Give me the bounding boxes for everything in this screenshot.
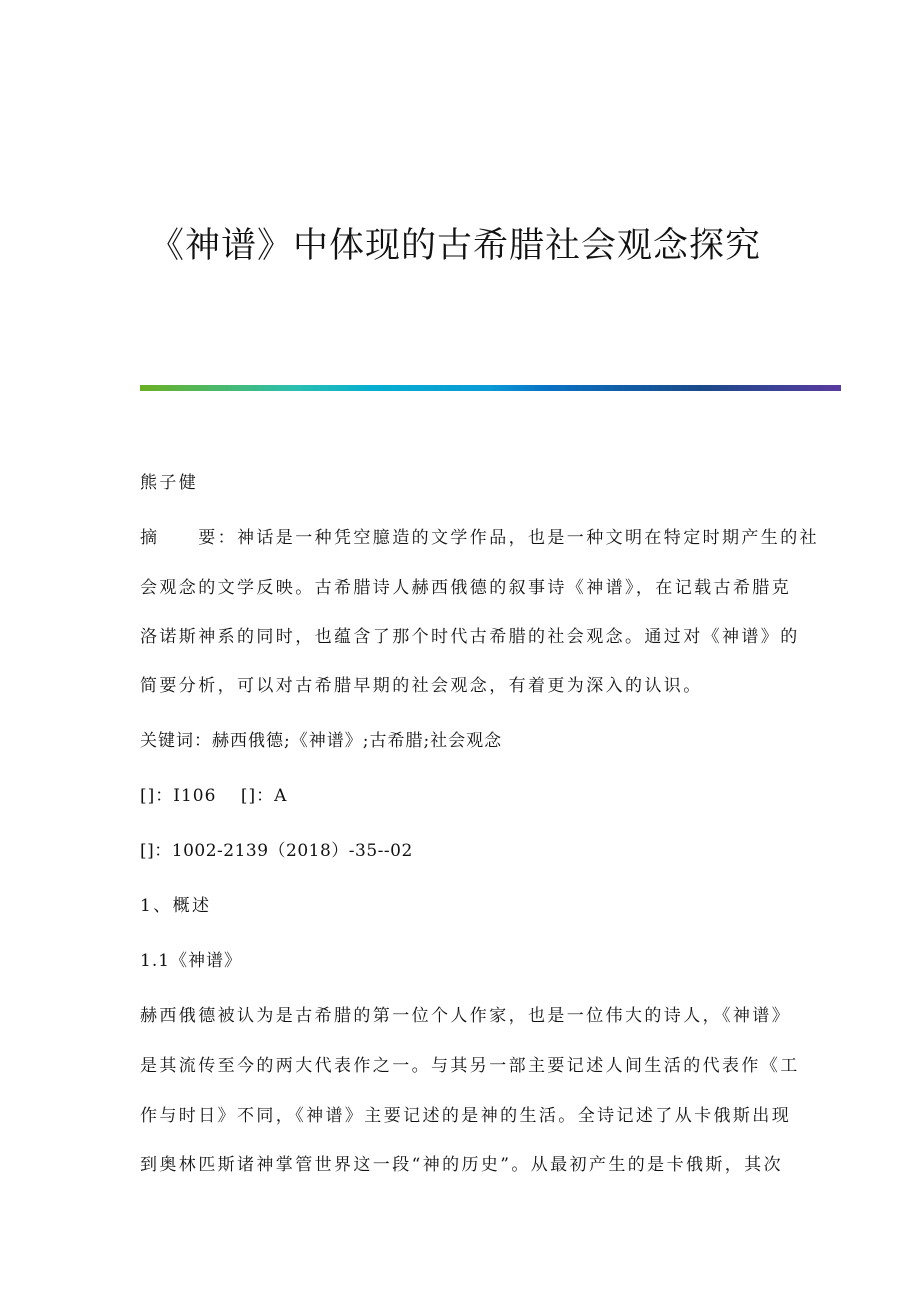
classification: []：I106 []：A — [140, 786, 288, 806]
section-heading: 1、概述 — [140, 896, 212, 916]
body-line: 赫西俄德被认为是古希腊的第一位个人作家，也是一位伟大的诗人，《神谱》 — [140, 1006, 792, 1026]
body-line: 是其流传至今的两大代表作之一。与其另一部主要记述人间生活的代表作《工 — [140, 1056, 800, 1076]
keywords: 关键词：赫西俄德;《神谱》;古希腊;社会观念 — [140, 731, 503, 751]
body-line: 到奥林匹斯诸神掌管世界这一段“神的历史”。从最初产生的是卡俄斯，其次 — [140, 1155, 783, 1175]
subsection-heading: 1.1《神谱》 — [140, 951, 243, 971]
abstract-line: 洛诺斯神系的同时，也蕴含了那个时代古希腊的社会观念。通过对《神谱》的 — [140, 627, 800, 647]
gradient-divider — [140, 385, 841, 391]
abstract-line: 摘 要：神话是一种凭空臆造的文学作品，也是一种文明在特定时期产生的社 — [140, 528, 819, 548]
article-number: []：1002-2139（2018）-35--02 — [140, 841, 413, 861]
body-line: 作与时日》不同，《神谱》主要记述的是神的生活。全诗记述了从卡俄斯出现 — [140, 1106, 792, 1126]
abstract-line: 会观念的文学反映。古希腊诗人赫西俄德的叙事诗《神谱》，在记载古希腊克 — [140, 578, 792, 598]
abstract-line: 简要分析，可以对古希腊早期的社会观念，有着更为深入的认识。 — [140, 676, 703, 696]
author: 熊子健 — [140, 473, 199, 493]
document-title: 《神谱》中体现的古希腊社会观念探究 — [148, 226, 761, 266]
